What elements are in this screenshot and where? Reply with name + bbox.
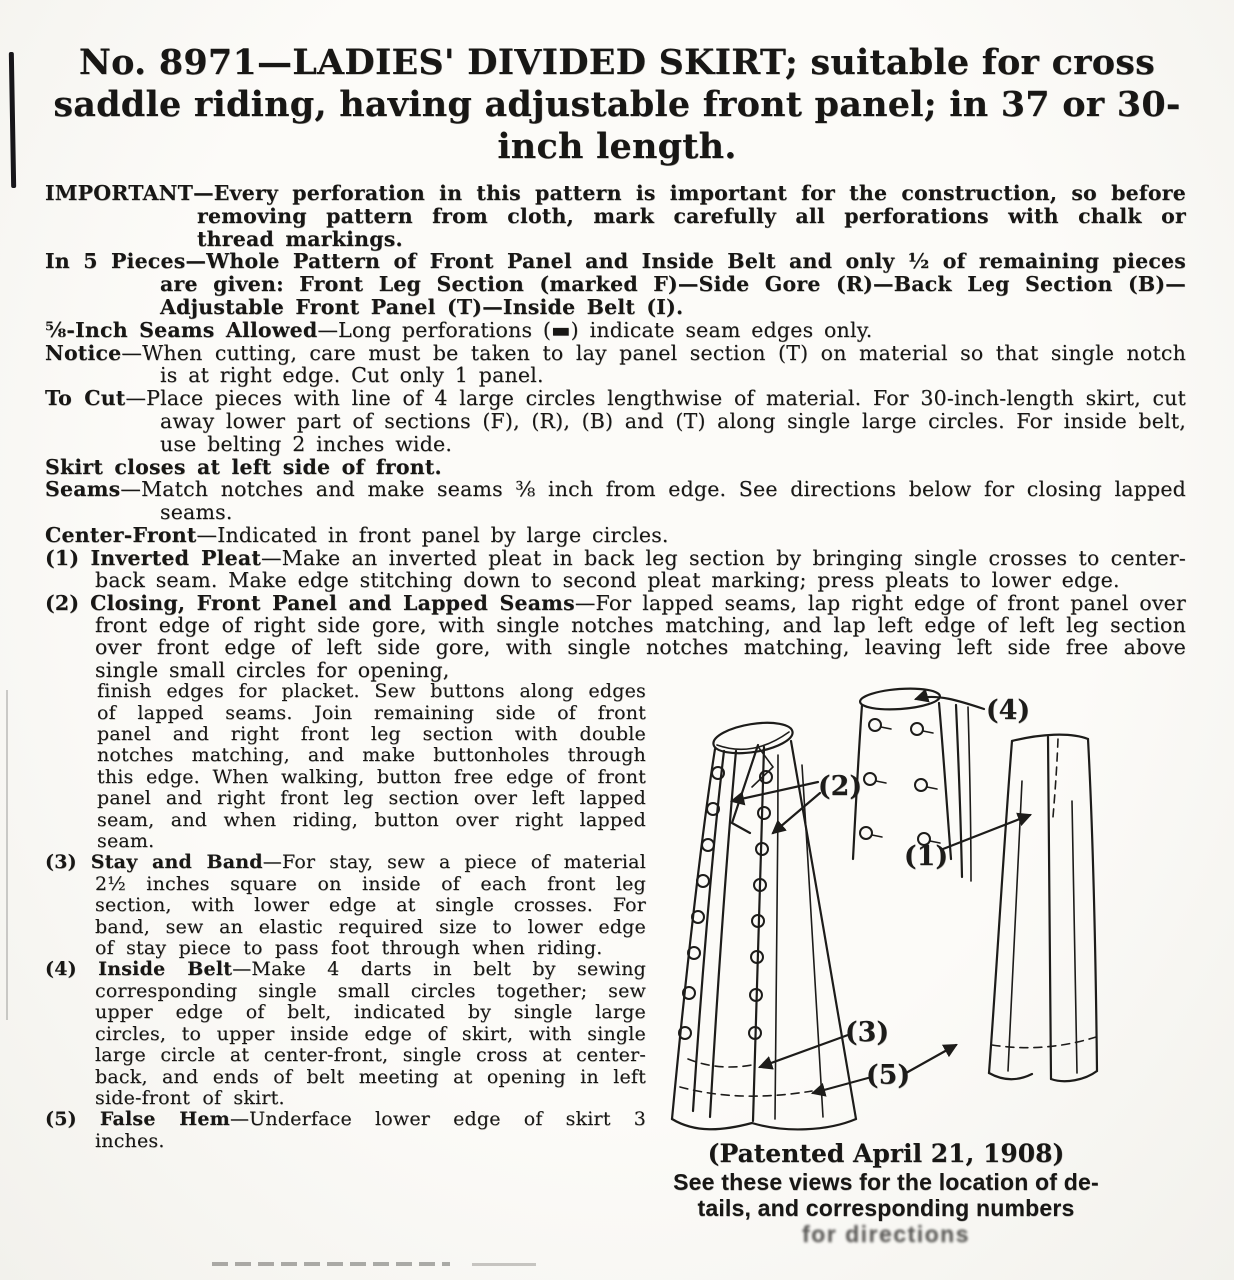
step-text: finish edges for placket. Sew buttons along edges of lapped seams. Join remaining side of front panel and right front leg section with double notches matching, and make buttonholes through this edge. When walking, button free edge of front panel and right front leg section over left lapped seam, and when riding, button over right lapped seam. <box>97 680 646 853</box>
scan-artifact-smear-2 <box>472 1263 536 1266</box>
page-title <box>40 42 1194 168</box>
paragraph-text: —Every perforation in this pattern is important for the construction, so before removing pattern from cloth, mark carefully all perforations with chalk or thread markings. <box>193 181 1186 251</box>
paragraph-text: —Whole Pattern of Front Panel and Inside Belt and only ½ of remaining pieces are given: Front Leg Section (marked F)—Side Gore (R)—Back Leg Section (B)—Adjustable Front Panel (T)—Inside Belt (I). <box>160 249 1186 319</box>
paragraph-label: Skirt closes at left side of front. <box>45 454 442 479</box>
scan-artifact-line <box>6 690 8 1020</box>
hem-marking-dashes <box>680 1087 812 1096</box>
paragraph-text: —Place pieces with line of 4 large circles lengthwise of material. For 30-inch-length skirt, cut away lower part of sections (F), (R), (B) and (T) along single large circles. For inside belt, use belting 2 inches wide. <box>125 386 1186 456</box>
step-label: False Hem <box>99 1108 230 1131</box>
paragraph-in-5-pieces <box>45 250 1186 318</box>
figure-caption <box>660 1139 1112 1247</box>
paragraph-text: —Match notches and make seams ⅜ inch from edge. See directions below for closing lapped seams. <box>120 477 1186 525</box>
figure-caption-note-line-1: See these views for the location of de- <box>673 1169 1099 1196</box>
step-label: Closing, Front Panel and Lapped Seams <box>90 590 575 615</box>
directions-column <box>0 681 660 1152</box>
numbered-directions <box>45 547 1186 681</box>
callout-arrow-3 <box>760 1035 848 1067</box>
step-number: (4) <box>45 958 77 981</box>
paragraph-label: Center-Front <box>45 522 197 547</box>
callout-arrow-4 <box>916 697 984 709</box>
paragraph-skirt-closes <box>45 456 1186 479</box>
step-number: (5) <box>45 1108 77 1131</box>
step-5-false-hem <box>45 1109 646 1152</box>
page-title-line-3: inch length. <box>497 126 737 167</box>
skirt-illustration <box>660 681 1234 1133</box>
step-number: (2) <box>45 590 80 615</box>
callout-3: (3) <box>844 1017 890 1049</box>
paragraph-center-front <box>45 524 1186 547</box>
pleat-edge-dashes <box>1053 739 1058 817</box>
step-text: —Underface lower edge of skirt 3 inches. <box>95 1108 646 1152</box>
step-2-continued <box>45 681 646 852</box>
step-text: —For stay, sew a piece of material 2½ inches square on inside of each front leg section, with lower edge at single crosses. For band, sew an elastic required size to lower edge of stay piece to pass foot through when riding. <box>95 851 646 960</box>
step-label: Stay and Band <box>90 851 263 874</box>
step-label: Inverted Pleat <box>90 545 262 570</box>
skirt-back-view-drawing <box>989 735 1097 1082</box>
figure-caption-patent: (Patented April 21, 1908) <box>707 1139 1065 1169</box>
page-title-line-2: saddle riding, having adjustable front panel; in 37 or 30- <box>53 84 1181 125</box>
two-column-section <box>0 681 1234 1247</box>
page-title-line-1: No. 8971—LADIES' DIVIDED SKIRT; suitable for cross <box>78 42 1156 83</box>
step-text: —For lapped seams, lap right edge of front panel over front edge of right side gore, with single notches matching, and lap left edge of left leg section over front edge of left side gore, with single notches matching, leaving left side free above single small circles for opening, <box>95 590 1187 682</box>
step-text: —Make 4 darts in belt by sewing corresponding single small circles together; sew upper edge of belt, indicated by single large circles, to upper inside edge of skirt, with single large circle at center-front, single cross at center-back, and ends of belt meeting at opening in left side-front of skirt. <box>95 958 646 1109</box>
back-hem-dashes <box>992 1037 1096 1048</box>
step-1-inverted-pleat <box>45 547 1186 592</box>
paragraph-label: Notice <box>45 340 122 365</box>
paragraph-label: Seams <box>45 477 121 502</box>
paragraph-seams-allowed <box>45 319 1186 342</box>
callout-5: (5) <box>865 1060 911 1092</box>
paragraph-label: IMPORTANT <box>45 181 194 205</box>
paragraph-label: In 5 Pieces <box>45 249 186 274</box>
stay-marking-dashes <box>688 1059 752 1067</box>
paragraph-label: ⅝-Inch Seams Allowed <box>45 317 318 342</box>
callout-2: (2) <box>817 771 863 803</box>
paragraph-to-cut <box>45 387 1186 455</box>
general-directions <box>45 182 1186 547</box>
step-number: (3) <box>45 851 77 874</box>
scan-artifact-bar <box>9 52 16 188</box>
paragraph-notice <box>45 342 1186 388</box>
callout-arrow-2b <box>773 793 820 833</box>
figure-column <box>660 681 1234 1247</box>
step-number: (1) <box>45 545 80 570</box>
belt-buttons <box>860 719 940 845</box>
scan-artifact-smear <box>212 1262 450 1266</box>
step-4-inside-belt <box>45 959 646 1109</box>
step-2-closing-front-panel <box>45 592 1186 682</box>
paragraph-text: —When cutting, care must be taken to lay panel section (T) on material so that single notch is at right edge. Cut only 1 panel. <box>121 340 1186 388</box>
figure-caption-note-line-2: tails, and corresponding numbers <box>697 1195 1075 1222</box>
step-3-stay-and-band <box>45 852 646 959</box>
step-label: Inside Belt <box>98 958 233 981</box>
callout-4: (4) <box>985 695 1031 727</box>
callout-arrow-1 <box>943 815 1030 849</box>
callout-arrow-5b <box>906 1045 956 1073</box>
paragraph-label: To Cut <box>45 386 126 411</box>
step-text: —Make an inverted pleat in back leg section by bringing single crosses to center-back seam. Make edge stitching down to second pleat marking; press pleats to lower edge. <box>95 545 1186 593</box>
paragraph-text: —Long perforations (▬) indicate seam edges only. <box>317 317 873 342</box>
figure-caption-note-line-3: for directions <box>802 1221 970 1248</box>
paragraph-text: —Indicated in front panel by large circles. <box>196 522 669 547</box>
paragraph-seams <box>45 478 1186 524</box>
callout-1: (1) <box>903 841 949 873</box>
paragraph-important <box>45 182 1186 250</box>
